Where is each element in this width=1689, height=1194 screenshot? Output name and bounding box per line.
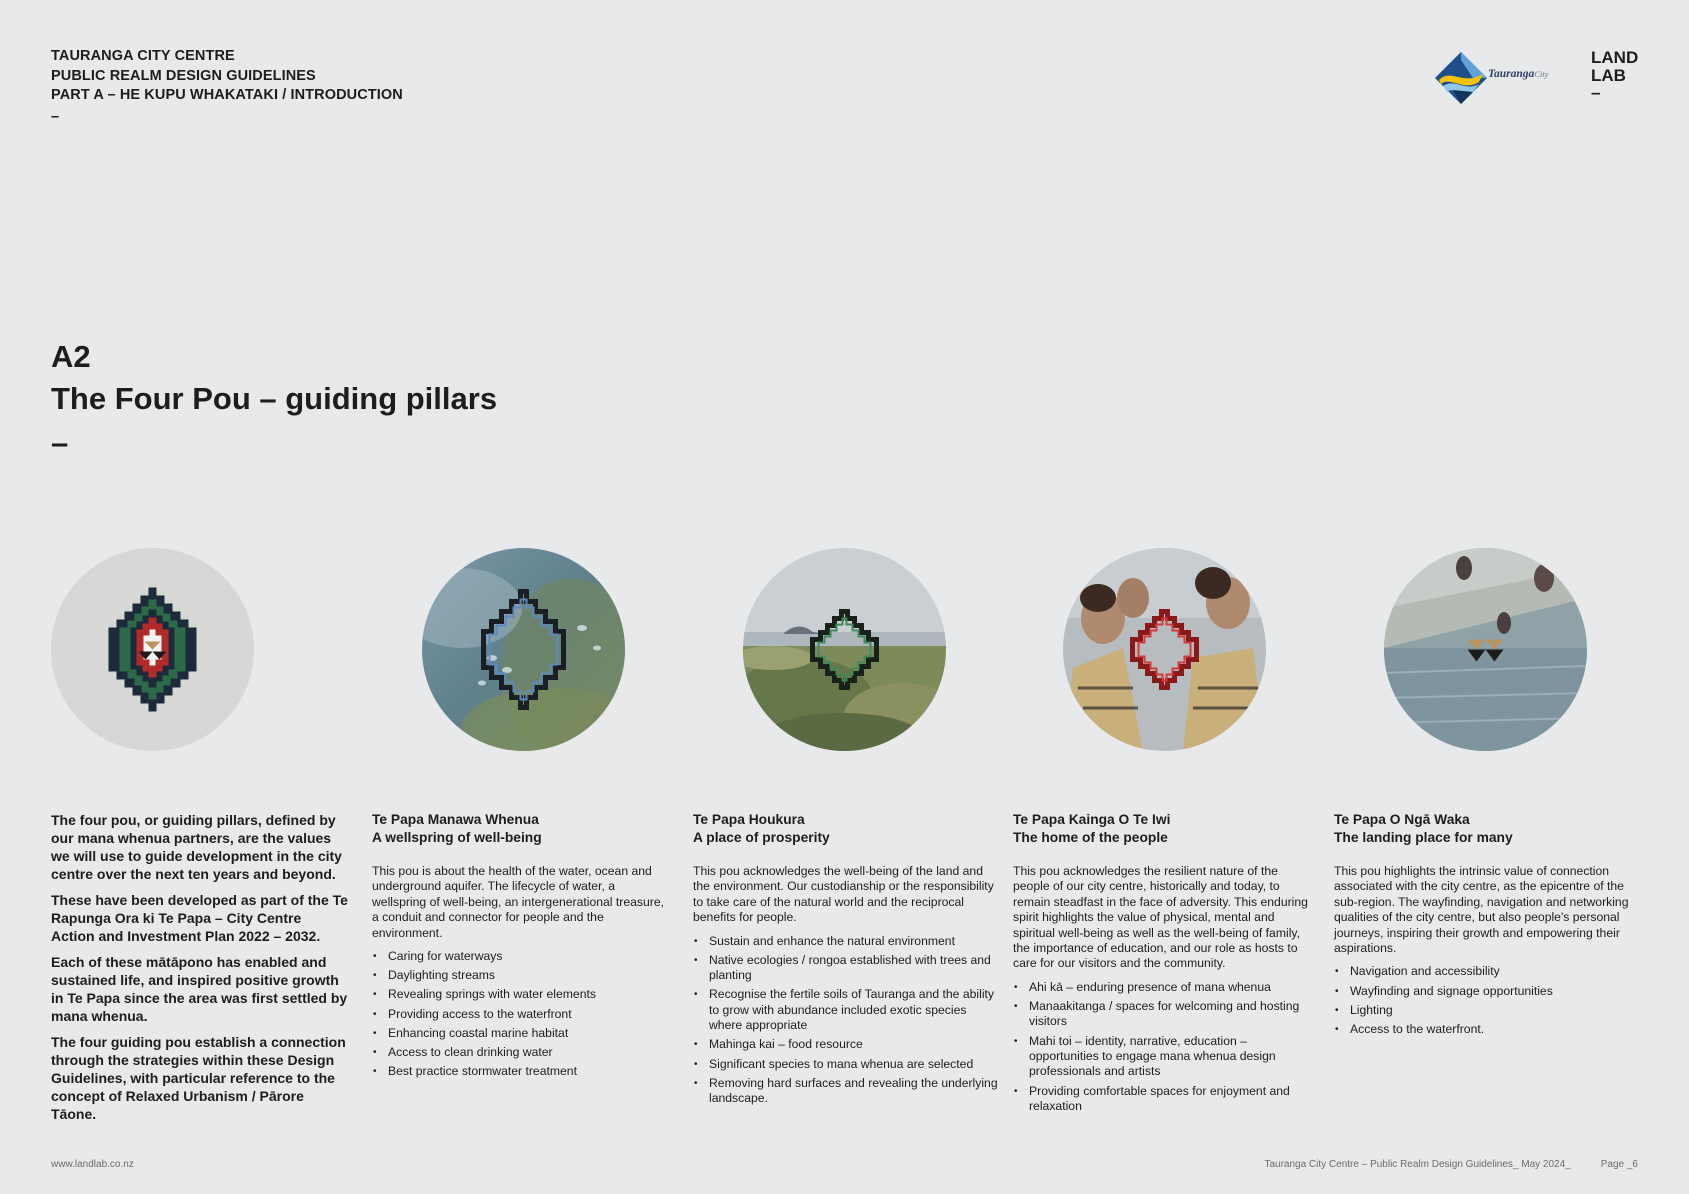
pou-name: Te Papa Manawa Whenua xyxy=(372,812,539,827)
list-item: • Significant species to mana whenua are selected xyxy=(693,1057,999,1072)
land-pillar-motif-icon xyxy=(743,548,946,751)
pou-circle-people xyxy=(1063,548,1266,751)
pou-bullet-list xyxy=(693,934,999,1107)
pou-bullet-list xyxy=(372,949,670,1080)
pou-column-kainga-o-te-iwi xyxy=(1013,811,1313,1118)
list-item: • Lighting xyxy=(1334,1003,1641,1018)
header-line-2: PUBLIC REALM DESIGN GUIDELINES xyxy=(51,67,316,84)
list-item: • Native ecologies / rongoa established with trees and planting xyxy=(693,953,999,984)
list-item: • Providing comfortable spaces for enjoyment and relaxation xyxy=(1013,1084,1313,1115)
pou-name: Te Papa Houkura xyxy=(693,812,805,827)
intro-column xyxy=(51,811,348,1131)
water-pillar-motif-icon xyxy=(422,548,625,751)
pou-description: This pou is about the health of the water, ocean and underground aquifer. The lifecycle of water, a wellspring of well-being, an intergenerational treasure, a conduit and connector for people and the environment. xyxy=(372,864,664,940)
list-item: • Enhancing coastal marine habitat xyxy=(372,1026,670,1041)
intro-paragraph: Each of these mātāpono has enabled and sustained life, and inspired positive growth in Te Papa since the area was first settled by mana whenua. xyxy=(51,954,348,1024)
section-number: A2 xyxy=(51,339,91,374)
pou-bullet-list xyxy=(1334,964,1641,1037)
list-item: • Revealing springs with water elements xyxy=(372,987,670,1002)
list-item: • Access to the waterfront. xyxy=(1334,1022,1641,1037)
list-item: • Daylighting streams xyxy=(372,968,670,983)
pou-subtitle: The landing place for many xyxy=(1334,830,1513,845)
pou-column-o-nga-waka xyxy=(1334,811,1641,1041)
landlab-logo-dash: – xyxy=(1591,83,1601,102)
pou-circle-water xyxy=(422,548,625,751)
list-item: • Ahi kā – enduring presence of mana whenua xyxy=(1013,980,1313,995)
pou-name: Te Papa O Ngā Waka xyxy=(1334,812,1470,827)
pou-column-manawa-whenua xyxy=(372,811,670,1083)
pou-description: This pou acknowledges the well-being of the land and the environment. Our custodianship or the responsibility to take care of the natural world and the reciprocal benefits for people. xyxy=(693,864,994,925)
section-title xyxy=(51,336,497,464)
pou-circle-combined xyxy=(51,548,254,751)
pou-subtitle: A place of prosperity xyxy=(693,830,830,845)
landlab-logo-line-1: LAND xyxy=(1591,48,1639,67)
section-heading: The Four Pou – guiding pillars xyxy=(51,381,498,416)
list-item: • Access to clean drinking water xyxy=(372,1045,670,1060)
page-footer xyxy=(1234,1159,1638,1170)
intro-paragraph: The four guiding pou establish a connection through the strategies within these Design Guidelines, with particular reference to the concept of Relaxed Urbanism / Pārore Tāone. xyxy=(51,1034,346,1122)
header-dash: – xyxy=(51,108,60,125)
pou-circle-waka xyxy=(1384,548,1587,751)
page-number: Page _6 xyxy=(1600,1159,1638,1170)
list-item: • Manaakitanga / spaces for welcoming and hosting visitors xyxy=(1013,999,1313,1030)
pou-subtitle: The home of the people xyxy=(1013,830,1168,845)
waka-pillar-motif-icon xyxy=(1384,548,1587,751)
pou-description: This pou highlights the intrinsic value of connection associated with the city centre, as the epicentre of the sub-region. The wayfinding, navigation and networking qualities of the city centre, but also people's personal journeys, inspiring their growth and empowering their aspirations. xyxy=(1334,864,1629,956)
list-item: • Providing access to the waterfront xyxy=(372,1007,670,1022)
list-item: • Sustain and enhance the natural environment xyxy=(693,934,999,949)
people-pillar-motif-icon xyxy=(1063,548,1266,751)
tauranga-wordmark-city: City xyxy=(1534,69,1549,79)
tauranga-wordmark-name: Tauranga xyxy=(1488,68,1535,80)
landlab-logo-line-2: LAB xyxy=(1591,65,1626,85)
landlab-logo xyxy=(1591,49,1638,102)
pou-subtitle: A wellspring of well-being xyxy=(372,830,542,845)
tauranga-city-logo xyxy=(1433,50,1558,106)
list-item: • Best practice stormwater treatment xyxy=(372,1064,670,1079)
pou-combined-motif-icon xyxy=(51,548,254,751)
website-link[interactable]: www.landlab.co.nz xyxy=(51,1159,134,1170)
list-item: • Navigation and accessibility xyxy=(1334,964,1641,979)
tauranga-wordmark xyxy=(1488,68,1548,80)
list-item: • Mahinga kai – food resource xyxy=(693,1037,999,1052)
list-item: • Wayfinding and signage opportunities xyxy=(1334,984,1641,999)
list-item: • Removing hard surfaces and revealing the underlying landscape. xyxy=(693,1076,999,1107)
document-header xyxy=(51,47,403,127)
header-line-1: TAURANGA CITY CENTRE xyxy=(51,48,235,64)
pou-circle-land xyxy=(743,548,946,751)
pou-bullet-list xyxy=(1013,980,1313,1115)
section-dash: – xyxy=(51,425,69,460)
intro-paragraph: The four pou, or guiding pillars, defined by our mana whenua partners, are the values we will use to guide development in the city centre over the next ten years and beyond. xyxy=(51,812,342,882)
intro-paragraph: These have been developed as part of the Te Rapunga Ora ki Te Papa – City Centre Action and Investment Plan 2022 – 2032. xyxy=(51,892,348,944)
footer-document-title: Tauranga City Centre – Public Realm Design Guidelines_ May 2024_ xyxy=(1264,1159,1571,1170)
list-item: • Recognise the fertile soils of Tauranga and the ability to grow with abundance included exotic species where appropriate xyxy=(693,987,999,1033)
pou-description: This pou acknowledges the resilient nature of the people of our city centre, historically and today, to remain steadfast in the face of adversity. This enduring spirit highlights the value of physical, mental and spiritual well-being as well as the well-being of family, the importance of education, and our role as hosts to care for our visitors and the community. xyxy=(1013,864,1308,971)
pou-column-houkura xyxy=(693,811,999,1110)
header-line-3: PART A – HE KUPU WHAKATAKI / INTRODUCTION xyxy=(51,87,403,103)
tauranga-diamond-icon xyxy=(1433,50,1489,106)
pou-name: Te Papa Kainga O Te Iwi xyxy=(1013,812,1171,827)
list-item: • Caring for waterways xyxy=(372,949,670,964)
list-item: • Mahi toi – identity, narrative, education – opportunities to engage mana whenua design professionals and artists xyxy=(1013,1034,1313,1080)
